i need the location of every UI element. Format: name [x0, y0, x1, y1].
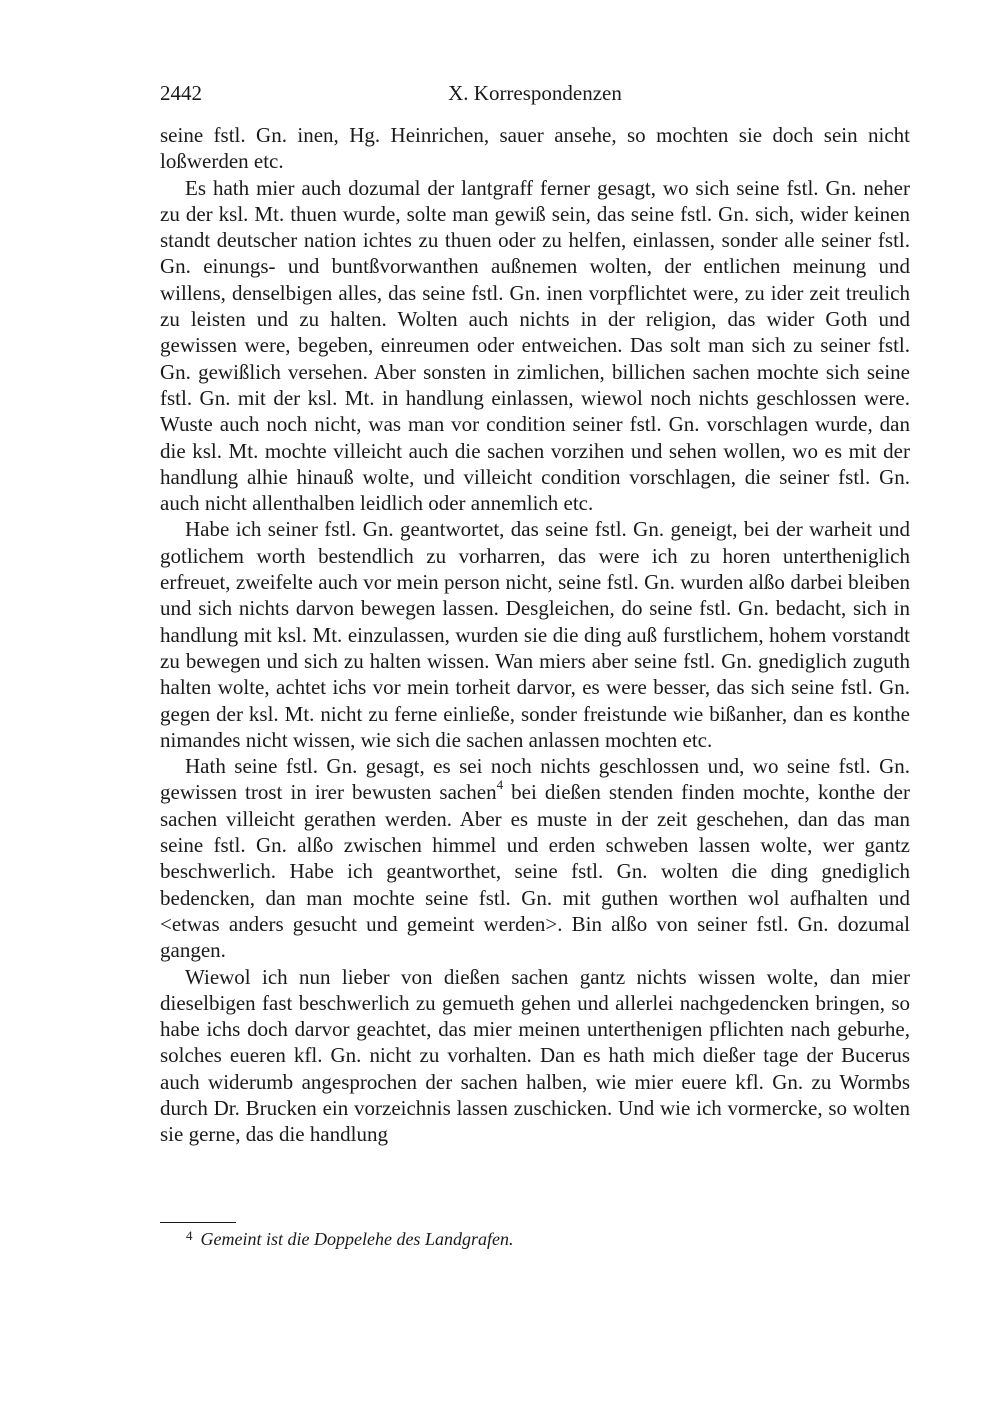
- footnote: [186, 1227, 513, 1253]
- paragraph-4-before-note: Hath seine fstl. Gn. gesagt, es sei noch nichts geschlossen und, wo seine fstl. Gn. gewissen trost in irer bewusten sachen: [160, 754, 910, 805]
- paragraph-1: seine fstl. Gn. inen, Hg. Heinrichen, sauer ansehe, so mochten sie doch sein nicht loßwerden etc.: [160, 123, 910, 174]
- footnote-mark: 4: [186, 1228, 193, 1243]
- running-title: X. Korrespondenzen: [448, 81, 622, 105]
- body-text: [160, 122, 910, 1148]
- paragraph-2: Es hath mier auch dozumal der lantgraff ferner gesagt, wo sich seine fstl. Gn. neher zu der ksl. Mt. thuen wurde, solte man gewiß sein, das seine fstl. Gn. sich, wider keinen standt deutscher nation ichtes zu thuen oder zu helfen, einlassen, sonder alle seiner fstl. Gn. einungs- und buntßvorwanthen außnemen wolten, der entlichen meinung und willens, denselbigen alles, das seine fstl. Gn. inen vorpflichtet were, zu ider zeit treulich zu leisten und zu halten. Wolten auch nichts in der religion, das wider Goth und gewissen were, begeben, einreumen oder entweichen. Das solt man sich zu seiner fstl. Gn. gewißlich versehen. Aber sonsten in zimlichen, billichen sachen mochte sich seine fstl. Gn. mit der ksl. Mt. in handlung einlassen, wiewol noch nichts geschlossen were. Wuste auch noch nicht, was man vor condition seiner fstl. Gn. vorschlagen wurde, dan die ksl. Mt. mochte villeicht auch die sachen vorzihen und sehen wollen, wo es mit der handlung alhie hinauß wolte, und villeicht condition vorschlagen, die seiner fstl. Gn. auch nicht allenthalben leidlich oder annemlich etc.: [160, 175, 910, 516]
- footnote-reference[interactable]: 4: [496, 777, 504, 793]
- page: [160, 78, 910, 1148]
- paragraph-4-after-note: bei dießen stenden finden mochte, konthe der sachen villeicht gerathen werden. Aber es muste in der zeit geschehen, dan das man seine fstl. Gn. alßo zwischen himmel und erden schweben lassen wolte, wer gantz beschwerlich. Habe ich geantworthet, seine fstl. Gn. wolten die ding gnediglich bedencken, dan man mochte seine fstl. Gn. mit guthen worthen wol aufhalten und <etwas anders gesucht und gemeint werden>. Bin alßo von seiner fstl. Gn. dozumal gangen.: [160, 780, 910, 963]
- page-number: 2442: [160, 81, 202, 105]
- paragraph-5: Wiewol ich nun lieber von dießen sachen gantz nichts wissen wolte, dan mier dieselbigen fast beschwerlich zu gemueth gehen und allerlei nachgedencken bringen, so habe ichs doch darvor geachtet, das mier meinen unterthenigen pflichten nach geburhe, solches eueren kfl. Gn. nicht zu vorhalten. Dan es hath mich dießer tage der Bucerus auch widerumb angesprochen der sachen halben, wie mier euere kfl. Gn. zu Wormbs durch Dr. Brucken ein vorzeichnis lassen zuschicken. Und wie ich vormercke, so wolten sie gerne, das die handlung: [160, 964, 910, 1147]
- footnote-text: Gemeint ist die Doppelehe des Landgrafen.: [200, 1229, 514, 1249]
- paragraph-3: Habe ich seiner fstl. Gn. geantwortet, das seine fstl. Gn. geneigt, bei der warheit und gotlichem worth bestendlich zu vorharren, das were ich zu horen untertheniglich erfreuet, zweifelte auch vor mein person nicht, seine fstl. Gn. wurden alßo darbei bleiben und sich nichts darvon bewegen lassen. Desgleichen, do seine fstl. Gn. bedacht, sich in handlung mit ksl. Mt. einzulassen, wurden sie die ding auß furstlichem, hohem vorstandt zu bewegen und sich zu halten wissen. Wan miers aber seine fstl. Gn. gnediglich zuguth halten wolte, achtet ichs vor mein torheit darvor, es were besser, das sich seine fstl. Gn. gegen der ksl. Mt. nicht zu ferne einließe, sonder freistunde wie bißanher, dan es konthe nimandes nicht wissen, wie sich die sachen anlassen mochten etc.: [160, 517, 910, 752]
- running-head: [160, 78, 910, 108]
- footnote-rule: [160, 1222, 236, 1223]
- paragraph-4: [160, 753, 910, 963]
